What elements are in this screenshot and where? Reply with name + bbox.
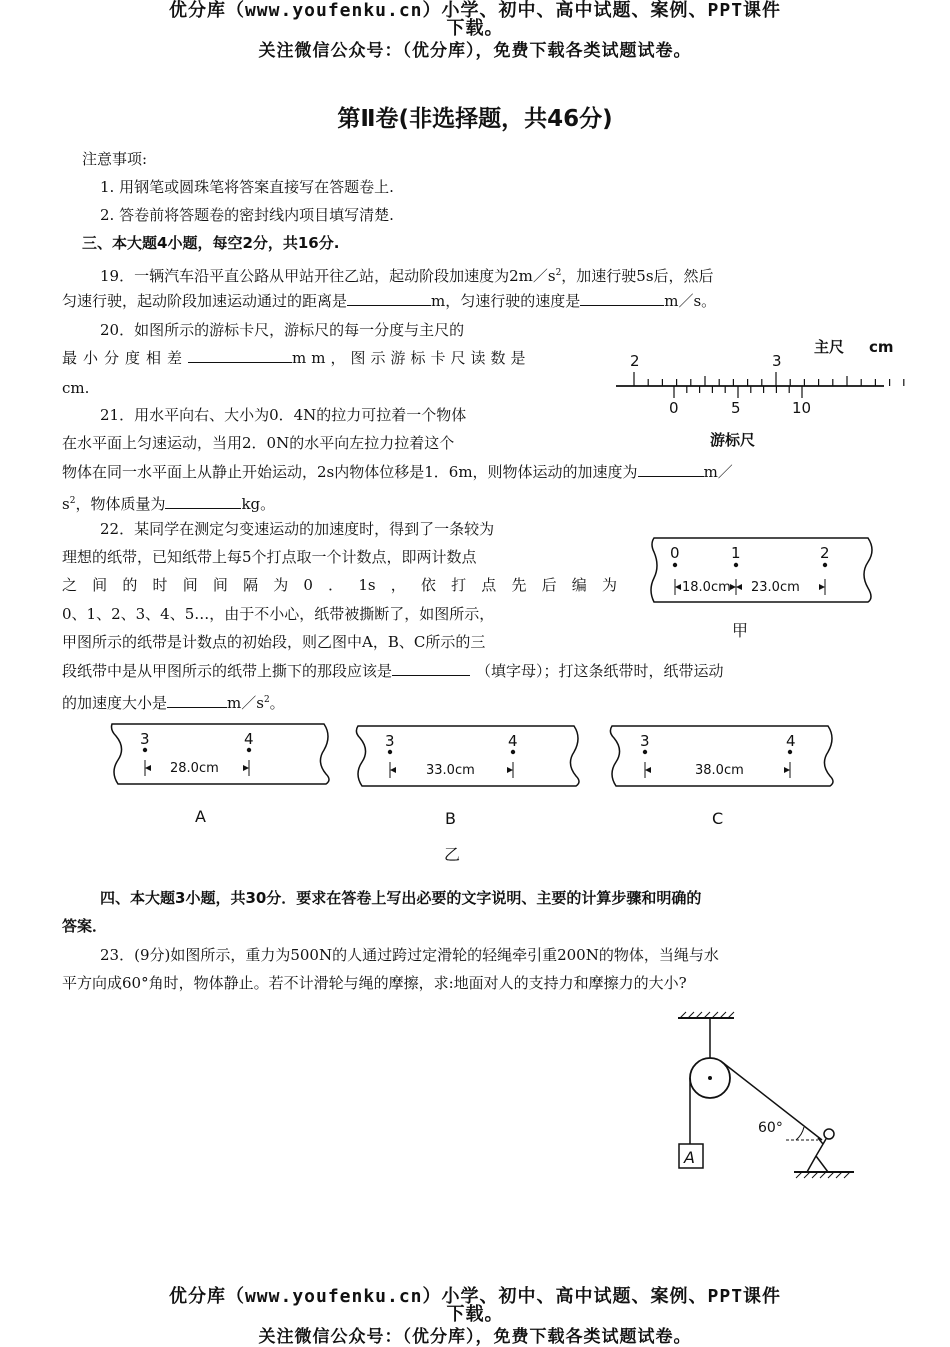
q19-text: 19．一辆汽车沿平直公路从甲站开往乙站，起动阶段加速度为2m／s [100,267,556,285]
q22-line2: 理想的纸带，已知纸带上每5个打点取一个计数点，即两计数点 [62,548,477,566]
q21-blank-1[interactable] [638,460,704,477]
tape-C-p4-label: 4 [786,732,796,750]
q22-line4: 0、1、2、3、4、5…，由于不小心，纸带被撕断了，如图所示， [62,605,495,623]
jia-point-2 [823,563,827,567]
vernier-label: 游标尺 [710,431,756,449]
q21-text4a: s [62,495,70,513]
header-line2: 关注微信公众号：（优分库），免费下载各类试题试卷。 [258,41,692,61]
q22-text7c: 。 [269,694,285,712]
tape-figure-yi [100,716,845,866]
header-line1b: 下载。 [446,18,504,39]
q23-line1: 23．(9分)如图所示，重力为500N的人通过跨过定滑轮的轻绳牵引重200N的物体，当绳与水 [100,946,719,964]
q21-sup: 2 [69,496,76,506]
jia-point-1-label: 1 [731,544,741,562]
page-header [0,2,950,60]
main-scale-ticks [634,372,904,386]
q22-line3: 之间的时间间隔为0．1s，依打点先后编为 [62,576,617,594]
footer-line2: 关注微信公众号：（优分库），免费下载各类试题试卷。 [258,1327,692,1347]
q21-line2: 在水平面上匀速运动，当用2．0N的水平向左拉力拉着这个 [62,434,455,452]
main-scale-label: 主尺 [814,338,845,356]
unit-label: cm [869,338,894,356]
page-title: 第Ⅱ卷(非选择题，共46分) [337,106,613,132]
tape-C-label: C [712,809,724,828]
jia-dist-1: 18.0cm [682,580,731,595]
q20-text2b: mm，图示游标卡尺读数是 [292,349,531,367]
tape-C-point-4 [788,750,792,754]
q22-sup: 2 [263,695,270,705]
tape-A-point-4 [247,748,251,752]
main-tick-3: 3 [772,352,782,370]
block-a-label: A [684,1148,695,1167]
section4-line1: 四、本大题3小题，共30分．要求在答卷上写出必要的文字说明、主要的计算步骤和明确的 [100,889,702,907]
q20-line3: cm. [62,379,90,397]
q22-blank-2[interactable] [167,691,227,708]
tape-A-label: A [195,807,206,826]
jia-point-0-label: 0 [670,544,680,562]
q21-line3 [62,458,733,486]
tape-C-p3-label: 3 [640,732,650,750]
page-footer [0,1288,950,1346]
q20-line2 [62,344,587,372]
tape-A-p4-label: 4 [244,730,254,748]
q19-blank-1[interactable] [347,289,431,306]
jia-point-1 [734,563,738,567]
header-line1: 优分库（www.youfenku.cn）小学、初中、高中试题、案例、PPT课件 [168,0,782,21]
tape-B-point-3 [388,750,392,754]
yi-label: 乙 [444,845,461,864]
tape-B-label: B [445,809,456,828]
main-tick-2: 2 [630,352,640,370]
q20-text2a: 最小分度相差 [62,349,189,367]
notes-item-2: 2. 答卷前将答题卷的密封线内项目填写清楚. [100,206,394,224]
angle-arc [796,1127,804,1140]
q21-text3a: 物体在同一水平面上从静止开始运动，2s内物体位移是1．6m，则物体运动的加速度为 [62,463,638,481]
vernier-scale-ticks [674,386,802,398]
tape-A [112,724,330,826]
section3-heading: 三、本大题4小题，每空2分，共16分. [82,234,340,252]
q22-line5: 甲图所示的纸带是计数点的初始段，则乙图中A，B、C所示的三 [62,633,486,651]
q22-text7b: m／s [227,694,264,712]
q21-blank-2[interactable] [165,492,241,509]
vernier-tick-5: 5 [731,399,741,417]
jia-point-2-label: 2 [820,544,830,562]
q19-text2a: 匀速行驶，起动阶段加速运动通过的距离是 [62,292,348,310]
q21-text4c: kg。 [241,495,276,513]
q20-line1: 20．如图所示的游标卡尺，游标尺的每一分度与主尺的 [100,321,465,339]
tape-B-p3-label: 3 [385,732,395,750]
tape-A-dist: 28.0cm [170,761,219,776]
tape-A-p3-label: 3 [140,730,150,748]
tape-B-dist: 33.0cm [426,763,475,778]
q22-blank-1[interactable] [392,659,470,676]
notes-item-1: 1. 用钢笔或圆珠笔将答案直接写在答题卷上. [100,178,394,196]
q19-text-end: ，加速行驶5s后，然后 [561,267,714,285]
q22-text6a: 段纸带中是从甲图所示的纸带上撕下的那段应该是 [62,662,393,680]
footer-line1b: 下载。 [446,1304,504,1325]
pulley-figure [666,1008,876,1188]
pulley-axle [708,1076,712,1080]
tape-C [610,726,833,828]
q19-sup: 2 [555,268,562,278]
tape-A-point-3 [143,748,147,752]
q21-text3b: m／ [703,463,733,481]
angle-label: 60° [758,1120,783,1136]
q19-text2c: m／s。 [664,292,717,310]
q23-line2: 平方向成60°角时，物体静止。若不计滑轮与绳的摩擦，求:地面对人的支持力和摩擦力的大小? [62,974,687,992]
q22-line6 [62,657,724,685]
q20-blank-1[interactable] [188,346,292,363]
q22-line7 [62,686,285,717]
footer-line1: 优分库（www.youfenku.cn）小学、初中、高中试题、案例、PPT课件 [168,1286,782,1307]
q21-line4 [62,487,275,518]
vernier-tick-10: 10 [792,399,812,417]
section4-line2: 答案． [62,917,108,935]
q22-text6b: （填字母）；打这条纸带时，纸带运动 [476,662,724,680]
person-head [824,1129,834,1139]
q21-line1: 21．用水平向右、大小为0．4N的拉力可拉着一个物体 [100,406,467,424]
tape-C-point-3 [643,750,647,754]
q22-text7a: 的加速度大小是 [62,694,168,712]
jia-label: 甲 [732,621,749,640]
vernier-caliper-figure [606,330,906,456]
q19-text2b: m，匀速行驶的速度是 [431,292,581,310]
vernier-tick-0: 0 [669,399,679,417]
jia-dist-2: 23.0cm [751,580,800,595]
tape-figure-jia [636,532,886,644]
tape-C-dist: 38.0cm [695,763,744,778]
q19-blank-2[interactable] [580,289,664,306]
q22-line1: 22．某同学在测定匀变速运动的加速度时，得到了一条较为 [100,520,495,538]
tape-B [356,726,579,828]
jia-point-0 [673,563,677,567]
tape-B-point-4 [511,750,515,754]
q19-line2 [62,287,716,315]
tape-B-p4-label: 4 [508,732,518,750]
notes-heading: 注意事项: [82,150,148,168]
q19-line1 [100,259,714,290]
q21-text4b: ，物体质量为 [75,495,166,513]
person-body [807,1138,828,1172]
